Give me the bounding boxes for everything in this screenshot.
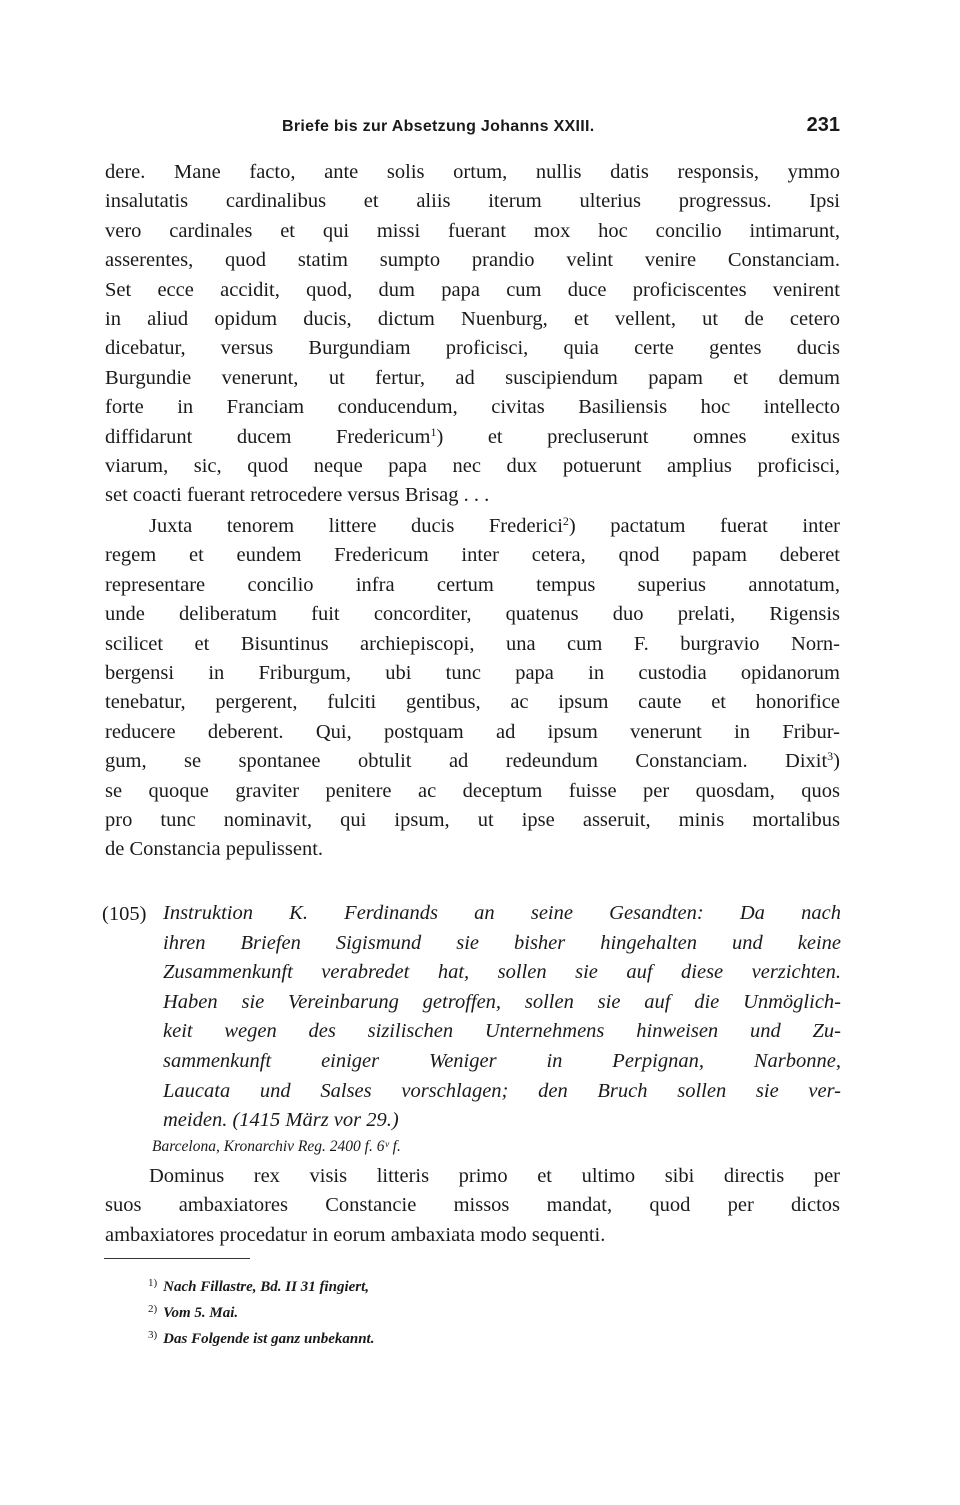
summary-line: sammenkunft einiger Weniger in Perpignan, Narbonne, <box>163 1049 841 1072</box>
footnote-ref-3: 3 <box>827 749 834 764</box>
text-line-with-footnote <box>105 423 840 452</box>
page-number: 231 <box>806 114 840 136</box>
continued-paragraph <box>105 158 840 511</box>
text-line: representare concilio infra certum tempus superius annotatum, <box>105 573 840 596</box>
text-line: in aliud opidum ducis, dictum Nuenburg, et vellent, ut de cetero <box>105 307 840 330</box>
text-segment: ) et precluserunt omnes exitus <box>436 425 840 448</box>
text-line: insalutatis cardinalibus et aliis iterum ulterius progressus. Ipsi <box>105 190 840 213</box>
text-line: tenebatur, pergerent, fulciti gentibus, ac ipsum caute et honorifice <box>105 691 840 714</box>
footnote-divider <box>104 1258 250 1259</box>
text-line: unde deliberatum fuit concorditer, quatenus duo prelati, Rigensis <box>105 603 840 626</box>
text-line: dere. Mane facto, ante solis ortum, nullis datis responsis, ymmo <box>105 161 840 183</box>
text-line-with-footnote <box>105 512 840 541</box>
text-segment: ) pactatum fuerat inter <box>568 515 840 537</box>
text-line: se quoque graviter penitere ac deceptum fuisse per quosdam, quos <box>105 779 840 802</box>
text-segment: gum, se spontanee obtulit ad redeundum Constanciam. Dixit <box>105 750 828 773</box>
footnotes <box>148 1272 748 1350</box>
footnote-mark: 3) <box>148 1329 158 1341</box>
summary-line: Instruktion K. Ferdinands an seine Gesandten: Da nach <box>163 902 841 924</box>
summary-line: meiden. (1415 März vor 29.) <box>163 1109 399 1132</box>
text-line: bergensi in Friburgum, ubi tunc papa in custodia opidanorum <box>105 661 840 684</box>
document-number: (105) <box>102 903 147 925</box>
footnote-2 <box>148 1298 748 1324</box>
footnote-text: Das Folgende ist ganz unbekannt. <box>163 1331 375 1347</box>
footnote-text: Nach Fillastre, Bd. II 31 fingiert, <box>163 1279 370 1295</box>
summary-line: Laucata und Salses vorschlagen; den Bruch sollen sie ver- <box>163 1079 841 1102</box>
text-line: Set ecce accidit, quod, dum papa cum duce proficiscentes venirent <box>105 278 840 301</box>
summary-line: ihren Briefen Sigismund sie bisher hingehalten und keine <box>163 931 841 954</box>
document-text <box>105 1162 840 1250</box>
text-segment: Juxta tenorem littere ducis Frederici <box>149 515 563 537</box>
footnote-text: Vom 5. Mai. <box>163 1305 239 1321</box>
footnote-ref-1: 1 <box>430 424 437 439</box>
text-line: set coacti fuerant retrocedere versus Brisag . . . <box>105 484 490 507</box>
summary-line: keit wegen des sizilischen Unternehmens hinweisen und Zu- <box>163 1020 841 1043</box>
running-head <box>104 114 840 144</box>
text-line: Dominus rex visis litteris primo et ultimo sibi directis per <box>149 1165 840 1187</box>
text-line: scilicet et Bisuntinus archiepiscopi, una cum F. burgravio Norn- <box>105 632 840 655</box>
text-line: forte in Franciam conducendum, civitas Basiliensis hoc intellecto <box>105 396 840 419</box>
text-segment: ) <box>833 750 840 773</box>
footnote-mark: 1) <box>148 1277 158 1289</box>
text-line: asserentes, quod statim sumpto prandio velint venire Constanciam. <box>105 249 840 272</box>
text-segment: diffidarunt ducem Fredericum <box>105 425 431 448</box>
summary-line: Haben sie Vereinbarung getroffen, sollen sie auf die Unmöglich- <box>163 990 841 1013</box>
text-line: de Constancia pepulissent. <box>105 838 324 861</box>
footnote-ref-2: 2 <box>562 514 569 528</box>
document-summary <box>163 899 841 1136</box>
archive-source: Barcelona, Kronarchiv Reg. 2400 f. 6ᵛ f. <box>152 1138 401 1155</box>
text-line: ambaxiatores procedatur in eorum ambaxiata modo sequenti. <box>105 1223 606 1246</box>
text-line: suos ambaxiatores Constancie missos mandat, quod per dictos <box>105 1194 840 1217</box>
text-line: regem et eundem Fredericum inter cetera, qnod papam deberet <box>105 544 840 567</box>
text-line: Burgundie venerunt, ut fertur, ad suscipiendum papam et demum <box>105 366 840 389</box>
second-paragraph <box>105 512 840 865</box>
running-title: Briefe bis zur Absetzung Johanns XXIII. <box>282 118 595 135</box>
text-line-with-footnote <box>105 747 840 776</box>
text-line: viarum, sic, quod neque papa nec dux potuerunt amplius proficisci, <box>105 454 840 477</box>
footnote-mark: 2) <box>148 1303 158 1315</box>
footnote-1 <box>148 1272 748 1298</box>
footnote-3 <box>148 1324 748 1350</box>
summary-line: Zusammenkunft verabredet hat, sollen sie auf diese verzichten. <box>163 961 841 984</box>
text-line: pro tunc nominavit, qui ipsum, ut ipse asseruit, minis mortalibus <box>105 808 840 831</box>
text-line: reducere deberent. Qui, postquam ad ipsum venerunt in Fribur- <box>105 720 840 743</box>
text-line: dicebatur, versus Burgundiam proficisci, quia certe gentes ducis <box>105 337 840 360</box>
text-line: vero cardinales et qui missi fuerant mox hoc concilio intimarunt, <box>105 219 840 242</box>
